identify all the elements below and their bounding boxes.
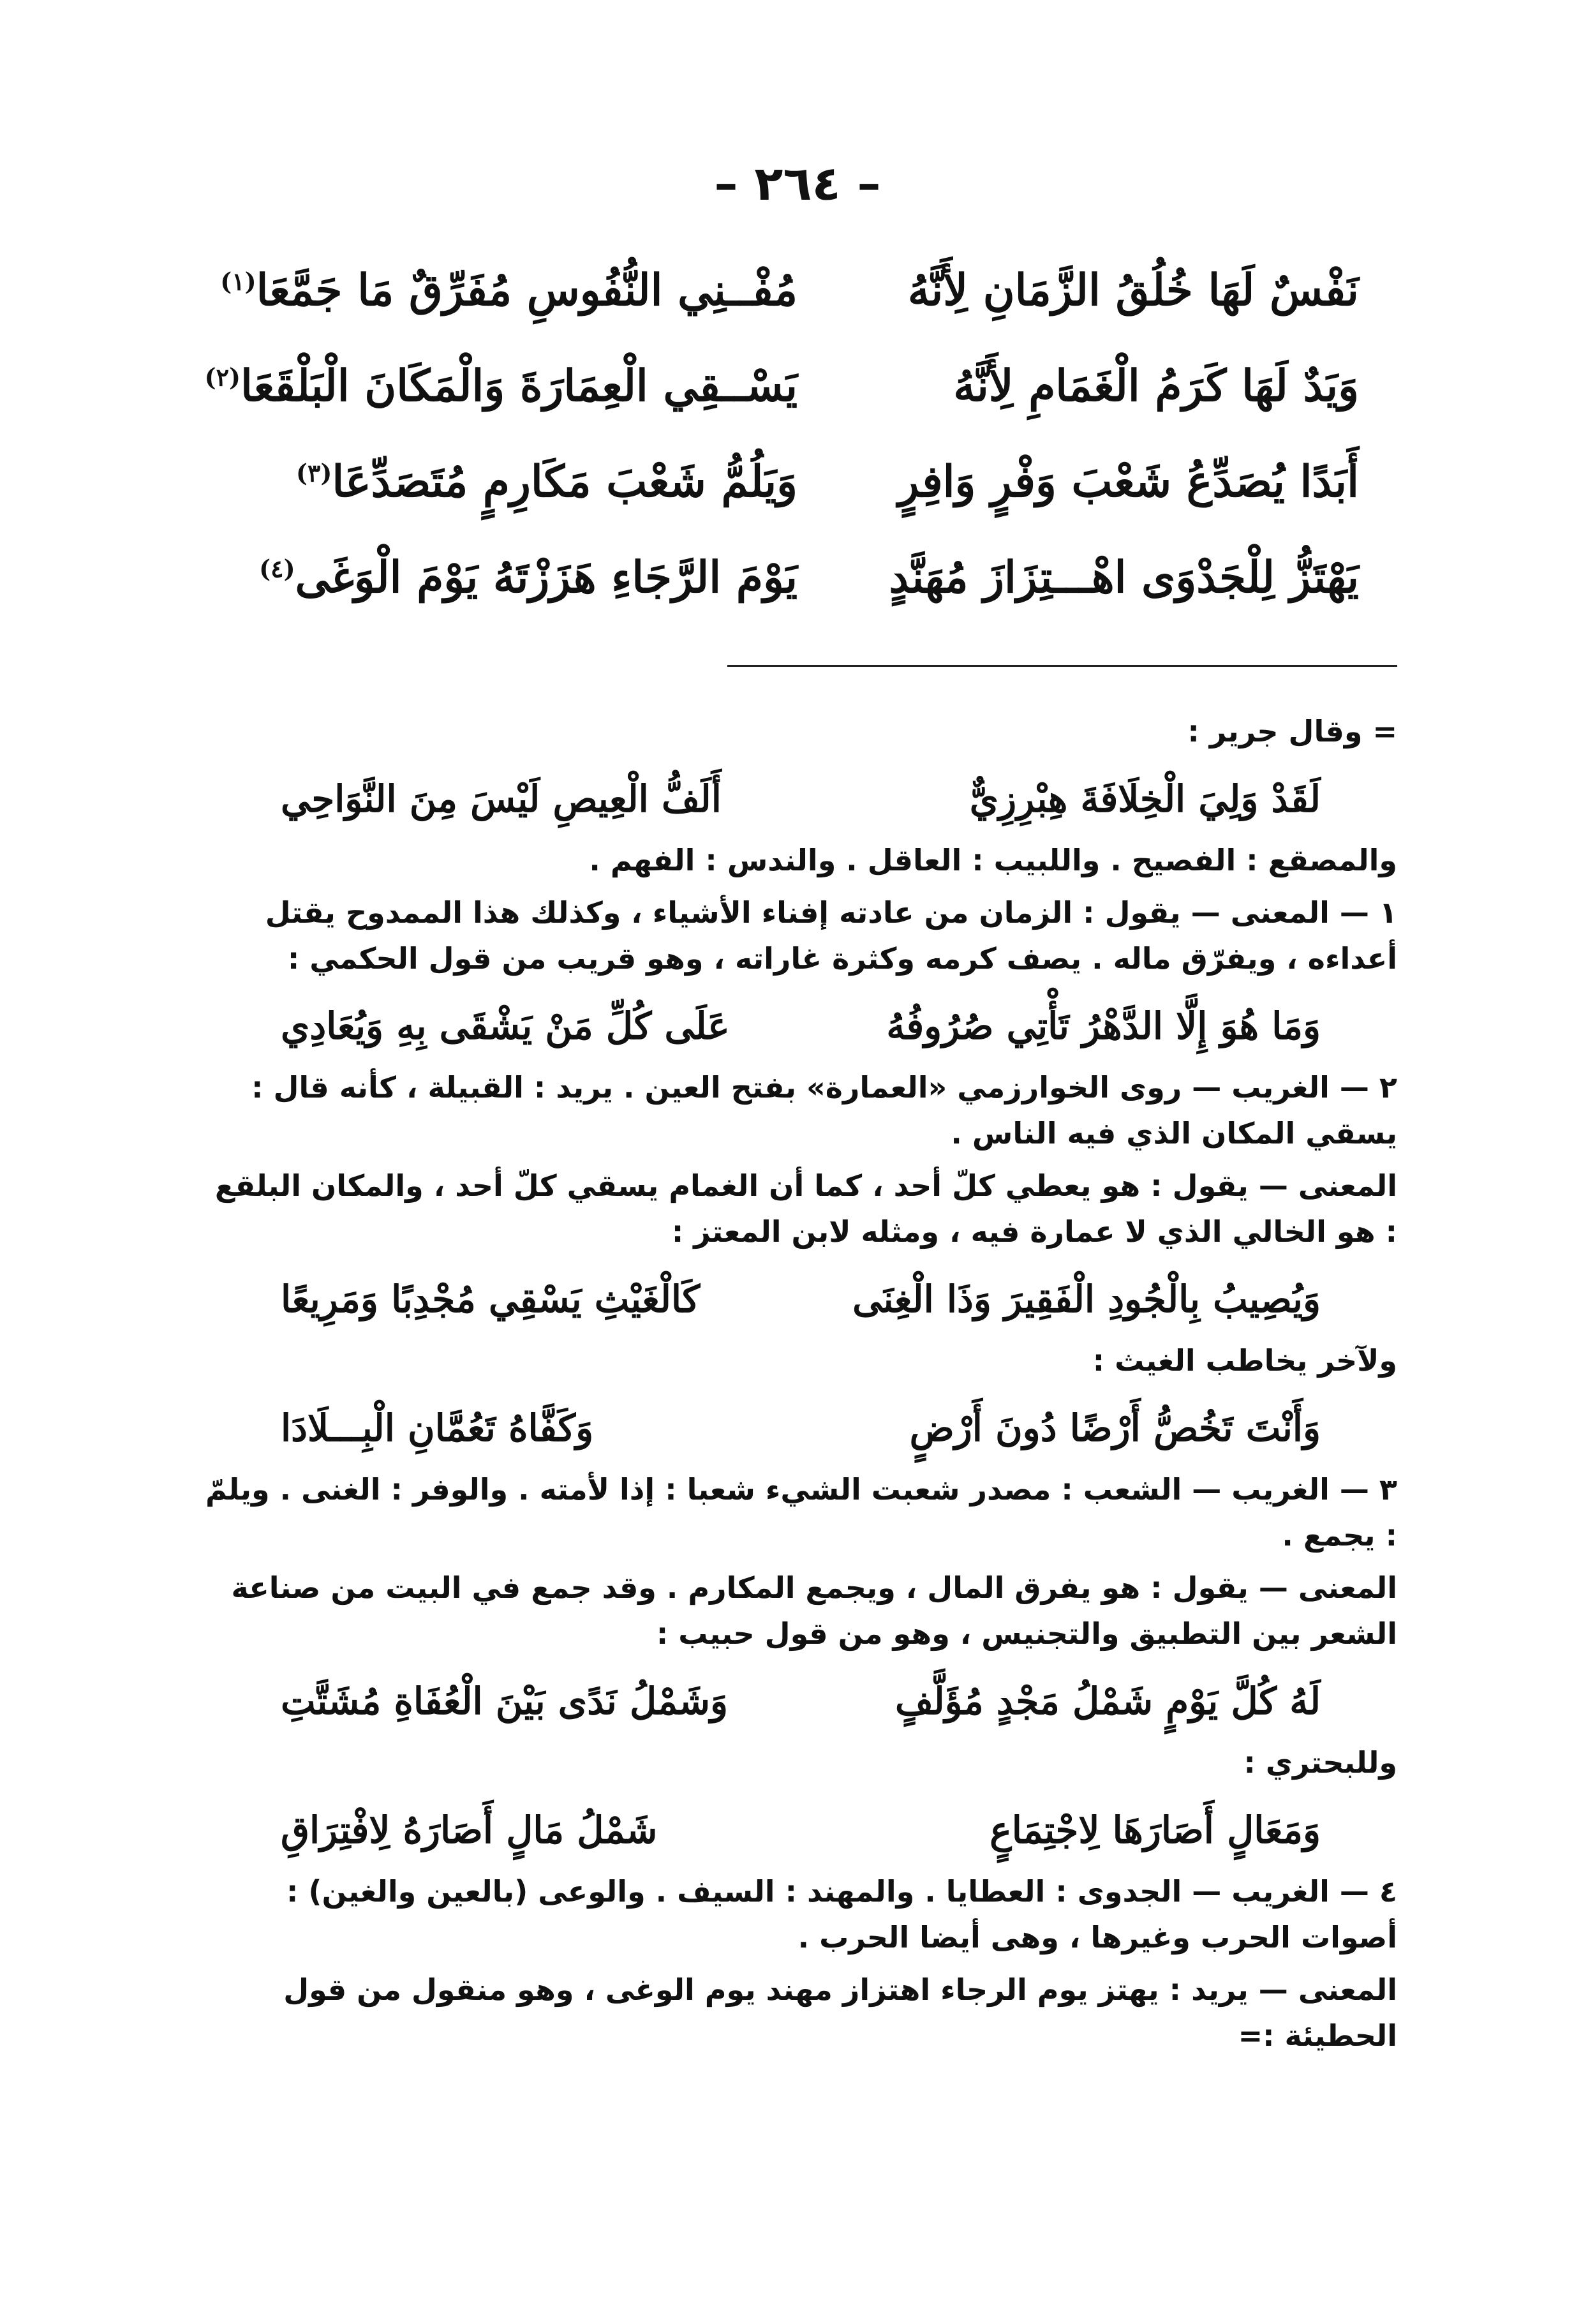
hemistich-text: يَوْمَ الرَّجَاءِ هَزَزْتَهُ يَوْمَ الْوَغَى bbox=[295, 552, 798, 603]
other-poet-intro: ولآخر يخاطب الغيث : bbox=[1092, 1343, 1397, 1378]
verse-4 bbox=[211, 530, 1359, 625]
gloss-paragraph: والمصقع : الفصيح . واللبيب : العاقل . والندس : الفهم . bbox=[589, 843, 1397, 877]
quoted-verse-buhturi bbox=[204, 1792, 1397, 1868]
hemistich-first: لَهُ كُلَّ يَوْمٍ شَمْلُ مَجْدٍ مُؤَلَّفٍ bbox=[894, 1680, 1321, 1723]
hemistich-second bbox=[211, 456, 798, 507]
buhturi-intro: وللبحتري : bbox=[1243, 1745, 1397, 1780]
footnote-marker: (٢) bbox=[204, 362, 241, 392]
page-number: – ٢٦٤ – bbox=[714, 156, 881, 211]
hemistich-first: وَأَنْتَ تَخُصُّ أَرْضًا دُونَ أَرْضٍ bbox=[909, 1406, 1321, 1450]
hemistich-text: مُفْــنِي النُّفُوسِ مُفَرِّقٌ مَا جَمَّعَا bbox=[256, 265, 798, 316]
hemistich-first: أَبَدًا يُصَدِّعُ شَعْبَ وَفْرٍ وَافِرٍ bbox=[898, 456, 1359, 507]
hemistich-second: وَشَمْلُ نَدًى بَيْنَ الْعُفَاةِ مُشَتَّتِ bbox=[281, 1680, 729, 1723]
quoted-verse-jarir bbox=[204, 761, 1397, 837]
hemistich-first: نَفْسٌ لَهَا خُلُقُ الزَّمَانِ لِأَنَّهُ bbox=[907, 265, 1359, 316]
footnote-marker: (١) bbox=[220, 267, 256, 296]
footnote-divider bbox=[727, 665, 1397, 667]
hemistich-second: أَلَفُّ الْعِيصِ لَيْسَ مِنَ النَّوَاحِي bbox=[281, 777, 722, 821]
quoted-verse-hakami bbox=[204, 988, 1397, 1064]
hemistich-second: شَمْلُ مَالٍ أَصَارَهُ لِافْتِرَاقِ bbox=[281, 1808, 658, 1852]
hemistich-first: وَيُصِيبُ بِالْجُودِ الْفَقِيرَ وَذَا الْغِنَى bbox=[852, 1277, 1321, 1321]
footnote-marker: (٤) bbox=[259, 554, 295, 583]
hemistich-first: وَيَدٌ لَهَا كَرَمُ الْغَمَامِ لِأَنَّهُ bbox=[953, 361, 1359, 412]
commentary bbox=[204, 708, 1397, 2065]
quoted-verse-habib bbox=[204, 1663, 1397, 1739]
hemistich-second bbox=[211, 552, 798, 603]
hemistich-first: يَهْتَزُّ لِلْجَدْوَى اهْـــتِزَازَ مُهَنَّدٍ bbox=[889, 552, 1359, 603]
note-3-gharib: ٣ — الغريب — الشعب : مصدر شعبت الشيء شعبا : إذا لأمته . والوفر : الغنى . ويلمّ : يجمع . bbox=[205, 1472, 1397, 1553]
note-4-meaning: المعنى — يريد : يهتز يوم الرجاء اهتزاز مهند يوم الوغى ، وهو منقول من قول الحطيئة := bbox=[283, 1972, 1397, 2053]
note-2-gharib: ٢ — الغريب — روى الخوارزمي «العمارة» بفتح العين . يريد : القبيلة ، كأنه قال : يسقي المكان الذي فيه الناس . bbox=[251, 1070, 1397, 1151]
verse-1 bbox=[211, 242, 1359, 338]
hemistich-second: كَالْغَيْثِ يَسْقِي مُجْدِبًا وَمَرِيعًا bbox=[281, 1277, 701, 1321]
note-3-meaning: المعنى — يقول : هو يفرق المال ، ويجمع المكارم . وقد جمع في البيت من صناعة الشعر بين التطبيق والتجنيس ، وهو من قول حبيب : bbox=[231, 1570, 1397, 1651]
hemistich-first: وَمَا هُوَ إِلَّا الدَّهْرُ تَأْتِي صُرُوفُهُ bbox=[886, 1004, 1321, 1048]
verse-2 bbox=[204, 338, 1359, 434]
quoted-verse-ibn-mutazz bbox=[204, 1261, 1397, 1337]
hemistich-second: عَلَى كُلِّ مَنْ يَشْقَى بِهِ وَيُعَادِي bbox=[281, 1004, 730, 1048]
hemistich-first: وَمَعَالٍ أَصَارَهَا لِاجْتِمَاعٍ bbox=[990, 1808, 1321, 1852]
note-2-meaning: المعنى — يقول : هو يعطي كلّ أحد ، كما أن الغمام يسقي كلّ أحد ، والمكان البلقع : هو الخالي الذي لا عمارة فيه ، ومثله لابن المعتز : bbox=[214, 1168, 1397, 1249]
hemistich-first: لَقَدْ وَلِيَ الْخِلَافَةَ هِبْرِزِيٌّ bbox=[969, 777, 1321, 821]
footnote-marker: (٣) bbox=[295, 458, 332, 488]
verse-3 bbox=[211, 434, 1359, 530]
jarir-intro: = وقال جرير : bbox=[1187, 714, 1397, 749]
main-poem bbox=[204, 242, 1359, 625]
hemistich-text: يَسْــقِي الْعِمَارَةَ وَالْمَكَانَ الْبَلْقَعَا bbox=[241, 361, 798, 412]
hemistich-text: وَيَلُمُّ شَعْبَ مَكَارِمٍ مُتَصَدِّعَا bbox=[332, 456, 798, 507]
quoted-verse-other bbox=[204, 1390, 1397, 1466]
hemistich-second bbox=[211, 265, 798, 316]
note-4-gharib: ٤ — الغريب — الجدوى : العطايا . والمهند : السيف . والوعى (بالعين والغين) : أصوات الحرب وغيرها ، وهى أيضا الحرب . bbox=[286, 1874, 1397, 1955]
hemistich-second: وَكَفَّاهُ تَعُمَّانِ الْبِـــلَادَا bbox=[281, 1406, 594, 1450]
hemistich-second bbox=[204, 361, 798, 412]
note-1-meaning: ١ — المعنى — يقول : الزمان من عادته إفناء الأشياء ، وكذلك هذا الممدوح يقتل أعداءه ، ويفرّق ماله . يصف كرمه وكثرة غاراته ، وهو قريب من قول الحكمي : bbox=[265, 895, 1397, 976]
